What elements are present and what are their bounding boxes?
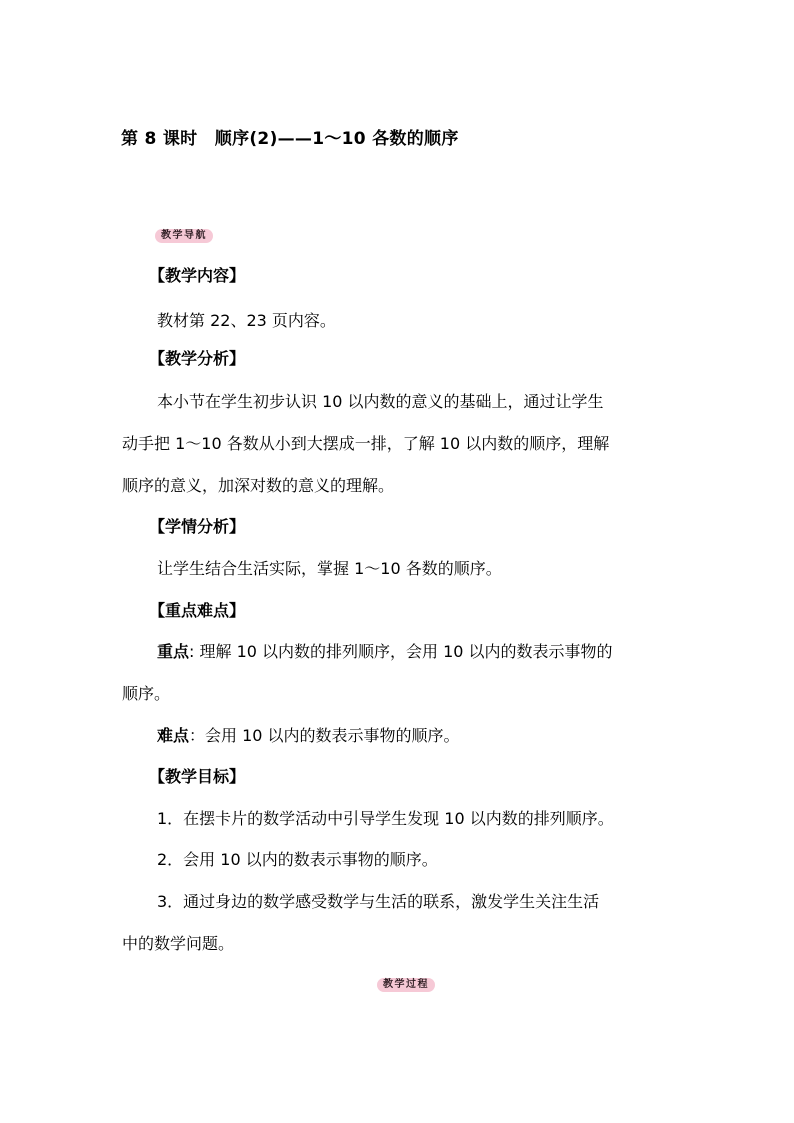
text-key-point-line-1	[157, 641, 613, 663]
heading-teaching-content: 【教学内容】	[149, 266, 246, 285]
key-point-text: : 理解 10 以内数的排列顺序，会用 10 以内的数表示事物的	[189, 642, 613, 661]
text-analysis-line-1: 本小节在学生初步认识 10 以内数的意义的基础上，通过让学生	[157, 392, 604, 411]
heading-teaching-goals: 【教学目标】	[149, 767, 246, 786]
difficulty-label: 难点	[157, 726, 190, 745]
goal-item-3-line-1: 3．通过身边的数学感受数学与生活的联系，激发学生关注生活	[157, 892, 600, 911]
heading-learner-analysis: 【学情分析】	[149, 517, 246, 536]
goal-item-3-line-2: 中的数学问题。	[122, 934, 235, 953]
section-badge-teaching-nav: 教学导航	[155, 229, 213, 243]
heading-key-difficulty: 【重点难点】	[149, 601, 246, 620]
text-teaching-content: 教材第 22、23 页内容。	[157, 311, 336, 330]
text-analysis-line-2: 动手把 1～10 各数从小到大摆成一排，了解 10 以内数的顺序，理解	[122, 434, 610, 453]
goal-item-1: 1．在摆卡片的数学活动中引导学生发现 10 以内数的排列顺序。	[157, 809, 614, 828]
section-badge-teaching-process: 教学过程	[377, 978, 435, 992]
key-point-label: 重点	[157, 642, 190, 661]
text-learner-analysis: 让学生结合生活实际，掌握 1～10 各数的顺序。	[157, 559, 502, 578]
goal-item-2: 2．会用 10 以内的数表示事物的顺序。	[157, 850, 438, 869]
difficulty-text: ：会用 10 以内的数表示事物的顺序。	[189, 726, 460, 745]
text-key-point-line-2: 顺序。	[122, 684, 171, 703]
heading-teaching-analysis: 【教学分析】	[149, 349, 246, 368]
page-title: 第 8 课时 顺序(2)——1～10 各数的顺序	[121, 129, 459, 149]
text-analysis-line-3: 顺序的意义，加深对数的意义的理解。	[122, 476, 395, 495]
text-difficulty	[157, 725, 460, 747]
